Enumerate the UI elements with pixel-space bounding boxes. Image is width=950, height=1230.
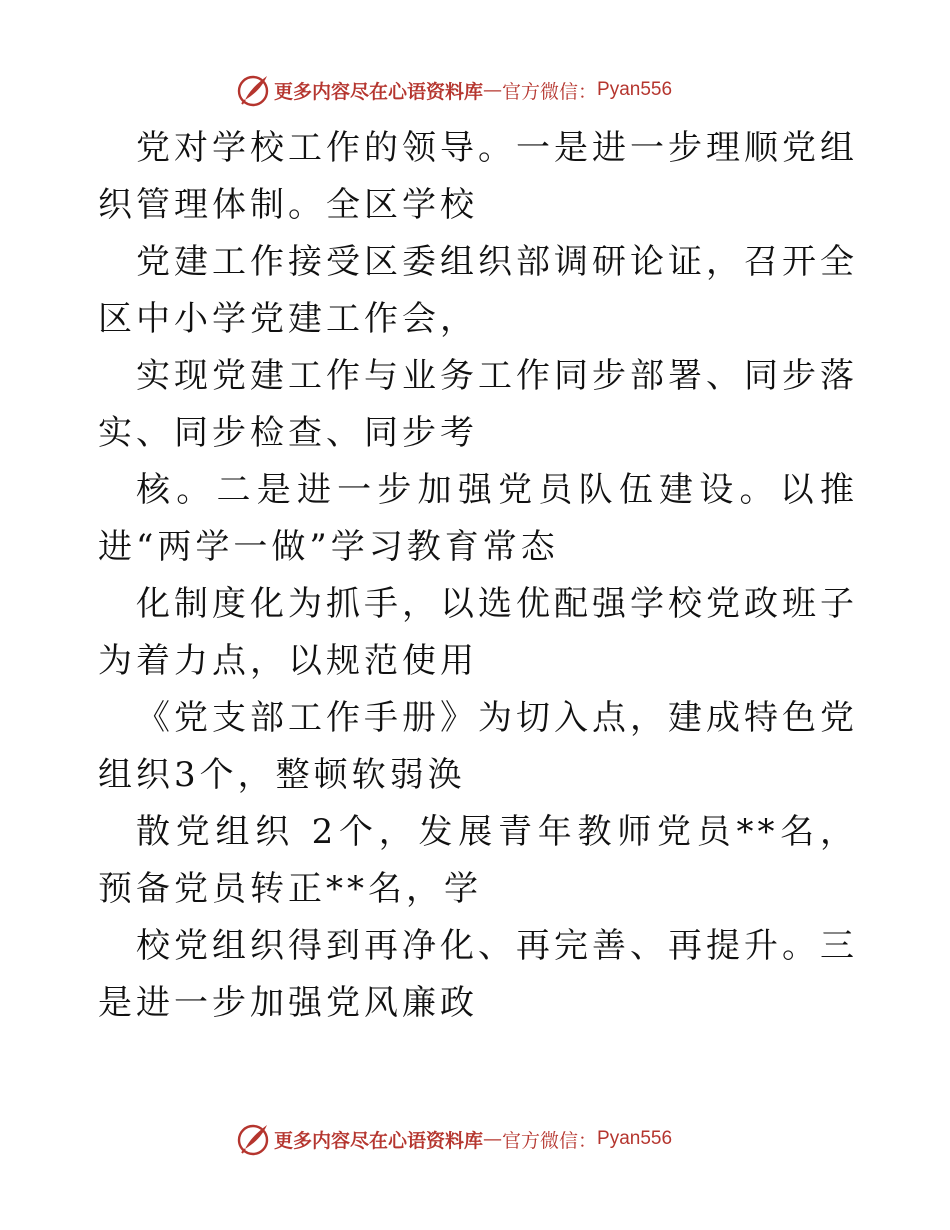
document-body — [98, 120, 858, 1032]
paragraph: 党建工作接受区委组织部调研论证，召开全区中小学党建工作会， — [98, 242, 858, 339]
banner-separator: — — [483, 1128, 503, 1150]
quill-pen-logo-icon — [236, 73, 270, 107]
banner-title: 更多内容尽在心语资料库 — [274, 1129, 484, 1152]
banner-wechat-id: Pyan556 — [597, 79, 673, 100]
paragraph: 化制度化为抓手，以选优配强学校党政班子为着力点，以规范使用 — [98, 584, 858, 681]
banner-title: 更多内容尽在心语资料库 — [274, 80, 484, 103]
banner-wechat-id: Pyan556 — [597, 1128, 673, 1149]
banner-wechat-label: 官方微信： — [502, 1129, 598, 1152]
quill-pen-logo-icon — [236, 1122, 270, 1156]
footer-banner — [236, 1121, 672, 1157]
paragraph: 实现党建工作与业务工作同步部署、同步落实、同步检查、同步考 — [98, 356, 858, 453]
paragraph: 散党组织 2个，发展青年教师党员**名，预备党员转正**名，学 — [98, 812, 858, 909]
banner-wechat-label: 官方微信： — [502, 80, 598, 103]
header-banner — [236, 72, 672, 108]
paragraph: 核。二是进一步加强党员队伍建设。以推进“两学一做”学习教育常态 — [98, 470, 858, 567]
banner-separator: — — [483, 79, 503, 101]
paragraph: 党对学校工作的领导。一是进一步理顺党组织管理体制。全区学校 — [98, 128, 858, 225]
paragraph: 校党组织得到再净化、再完善、再提升。三是进一步加强党风廉政 — [98, 926, 858, 1023]
paragraph: 《党支部工作手册》为切入点，建成特色党组织3个，整顿软弱涣 — [98, 698, 858, 795]
